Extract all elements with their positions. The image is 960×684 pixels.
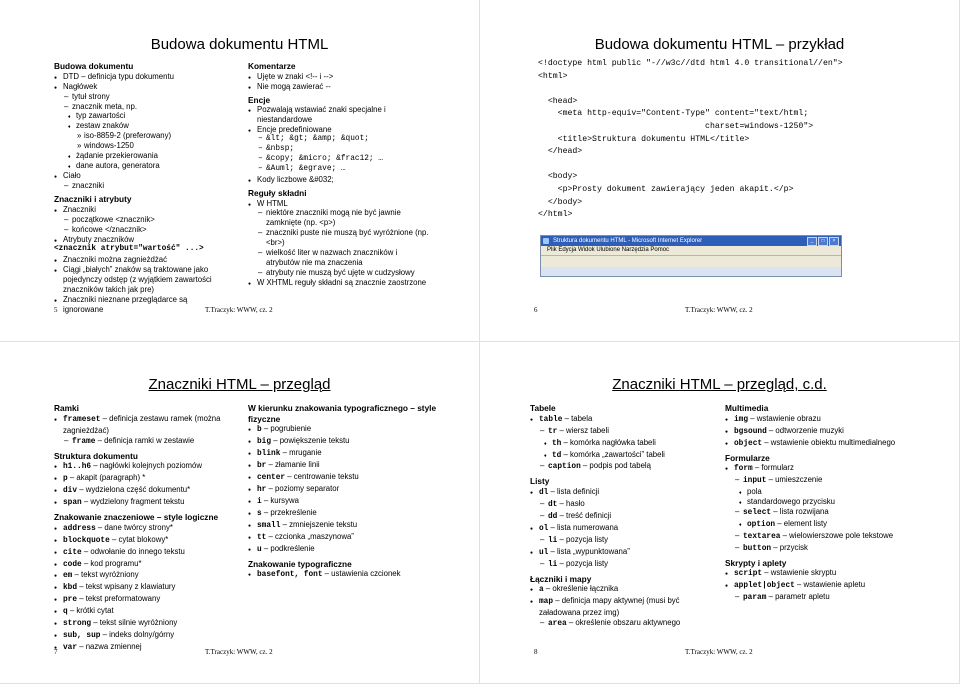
tag-name: cite — [63, 548, 82, 557]
list-item: – znacznik meta, np. — [54, 102, 229, 112]
list-item: ● pre – tekst preformatowany — [54, 594, 239, 606]
tag-name: ul — [539, 548, 549, 557]
code-line: <html> — [538, 71, 568, 81]
close-icon[interactable]: × — [829, 237, 839, 246]
list-item: » iso-8859-2 (preferowany) — [54, 131, 229, 141]
tag-name: big — [257, 438, 272, 447]
tag-name: kbd — [63, 584, 78, 593]
browser-window — [540, 235, 842, 277]
footer-author: T.Traczyk: WWW, cz. 2 — [205, 648, 273, 656]
list-item: ● div – wydzielona część dokumentu* — [54, 485, 239, 497]
list-item: – frame – definicja ramki w zestawie — [54, 436, 239, 448]
tag-name: img — [734, 415, 749, 424]
slide-title: Znaczniki HTML – przegląd, c.d. — [612, 376, 827, 393]
list-item: ♦ pola — [725, 487, 925, 497]
tag-name: small — [257, 521, 281, 530]
list-item: – &nbsp; — [248, 145, 433, 155]
list-item: ● dl – lista definicji — [530, 487, 720, 499]
list-item: ● object – wstawienie obiektu multimedialnego — [725, 438, 925, 450]
tag-name: dd — [548, 513, 558, 521]
tag-name: button — [743, 544, 772, 553]
list-item: ● Znaczniki można zagnieżdżać — [54, 255, 229, 265]
list-item: ● Znaczniki — [54, 205, 229, 215]
code-line: </html> — [538, 210, 573, 220]
list-item: – dd – treść definicji — [530, 511, 720, 523]
slide-budowa-dokumentu — [0, 0, 480, 342]
list-item: ● a – określenie łącznika — [530, 584, 720, 596]
list-item: – niektóre znaczniki mogą nie być jawnie zamknięte (np. <p>) — [248, 208, 433, 228]
tag-name: textarea — [743, 532, 781, 541]
list-item: » windows-1250 — [54, 141, 229, 151]
tag-name: center — [257, 474, 286, 483]
tag-name: th — [552, 439, 562, 448]
tag-name: blockquote — [63, 536, 110, 545]
list-item: ● p – akapit (paragraph) * — [54, 473, 239, 485]
tag-name: pre — [63, 596, 78, 605]
list-item: ● i – kursywa — [248, 496, 443, 508]
code-line: </body> — [538, 197, 583, 207]
tag-name: param — [743, 594, 767, 603]
list-item: ● DTD – definicja typu dokumentu — [54, 72, 229, 82]
list-item: ● frameset – definicja zestawu ramek (można zagnieżdżać) — [54, 414, 239, 436]
internet-explorer-icon — [543, 238, 549, 244]
section-heading: Łączniki i mapy — [530, 573, 592, 584]
list-item: ● blockquote – cytat blokowy* — [54, 535, 239, 547]
tag-name: div — [63, 487, 78, 496]
section-heading: Znakowanie typograficzne — [248, 558, 352, 569]
list-item: ● basefont, font – ustawienia czcionek — [248, 569, 443, 581]
section-heading: Tabele — [530, 403, 556, 413]
slide-right-column — [725, 400, 925, 604]
list-item: ♦ th – komórka nagłówka tabeli — [530, 438, 720, 450]
tag-name: h1..h6 — [63, 463, 92, 472]
list-item: ● kbd – tekst wpisany z klawiatury — [54, 582, 239, 594]
section-heading: Struktura dokumentu — [54, 450, 138, 461]
section-heading: Znakowanie znaczeniowe – style logiczne — [54, 512, 219, 522]
tag-name: frameset — [63, 415, 101, 424]
tag-name: li — [548, 536, 558, 545]
code-line: </head> — [538, 147, 583, 157]
window-controls — [807, 237, 839, 246]
slide-left-column — [54, 400, 239, 654]
list-item: ● strong – tekst silnie wyróżniony — [54, 618, 239, 630]
footer-author: T.Traczyk: WWW, cz. 2 — [685, 648, 753, 656]
tag-name: q — [63, 608, 68, 617]
list-item: ♦ option – element listy — [725, 519, 925, 531]
list-item: ● code – kod programu* — [54, 559, 239, 571]
browser-menu-bar[interactable]: Plik Edycja Widok Ulubione Narzędzia Pomoc — [541, 246, 841, 256]
maximize-icon[interactable]: □ — [818, 237, 828, 246]
list-item: – wielkość liter w nazwach znaczników i atrybutów nie ma znaczenia — [248, 248, 433, 268]
list-item: ● W XHTML reguły składni są znacznie zaostrzone — [248, 278, 433, 288]
list-item: – atrybuty nie muszą być ujęte w cudzysłowy — [248, 268, 433, 278]
list-item: ● Znaczniki nieznane przeglądarce są ignorowane — [54, 295, 229, 315]
slide-left-column — [54, 58, 229, 315]
list-item: – button – przycisk — [725, 543, 925, 555]
tag-name: frame — [72, 437, 96, 446]
slide-right-column — [248, 400, 443, 581]
tag-name: s — [257, 510, 262, 518]
slide-przyklad — [480, 0, 960, 342]
tag-name: dl — [539, 489, 549, 498]
list-item: ● sub, sup – indeks dolny/górny — [54, 630, 239, 642]
list-item: ● Atrybuty znaczników — [54, 235, 229, 245]
section-heading: Budowa dokumentu — [54, 61, 134, 71]
slide-title: Budowa dokumentu HTML — [150, 36, 329, 53]
tag-name: area — [548, 620, 567, 629]
slide-znaczniki-przeglad — [0, 342, 480, 684]
section-heading: Reguły składni — [248, 187, 307, 198]
list-item: – tr – wiersz tabeli — [530, 426, 720, 438]
list-item: ● ul – lista „wypunktowana” — [530, 547, 720, 559]
code-sample — [538, 58, 938, 228]
list-item: ● map – definicja mapy aktywnej (musi być załadowana przez img) — [530, 596, 720, 618]
list-item: ● q – krótki cytat — [54, 606, 239, 618]
tag-name: code — [63, 560, 82, 569]
list-item: – input – umieszczenie — [725, 475, 925, 487]
list-item: ● img – wstawienie obrazu — [725, 414, 925, 426]
tag-name: span — [63, 499, 82, 508]
section-heading: Skrypty i aplety — [725, 557, 787, 568]
list-item: ● Ujęte w znaki <!-- i --> — [248, 72, 433, 82]
tag-name: input — [743, 477, 767, 486]
tag-name: option — [747, 520, 776, 529]
list-item: ● Nagłówek — [54, 82, 229, 92]
list-item: – li – pozycja listy — [530, 559, 720, 571]
tag-name: i — [257, 498, 262, 507]
tag-name: blink — [257, 450, 281, 459]
list-item: – końcowe </znacznik> — [54, 225, 229, 235]
list-item: ● Ciągi „białych” znaków są traktowane jako pojedynczy odstęp (z wyjątkiem zawartości znaczników takich jak pre) — [54, 265, 229, 295]
list-item: ● Nie mogą zawierać -- — [248, 82, 433, 92]
list-item: ♦ typ zawartości — [54, 111, 229, 121]
tag-name: dt — [548, 501, 558, 510]
footer-author: T.Traczyk: WWW, cz. 2 — [205, 306, 273, 314]
slide-title: Znaczniki HTML – przegląd — [148, 376, 331, 393]
list-item: ● b – pogrubienie — [248, 424, 443, 436]
list-item: – area – określenie obszaru aktywnego — [530, 618, 720, 630]
list-item: ● applet|object – wstawienie apletu — [725, 580, 925, 592]
list-item: ● cite – odwołanie do innego tekstu — [54, 547, 239, 559]
page-number: 5 — [54, 306, 58, 314]
tag-name: sub, sup — [63, 632, 101, 641]
code-line: <body> — [538, 172, 578, 182]
section-heading: Ramki — [54, 403, 79, 413]
code-line: <title>Struktura dokumentu HTML</title> — [538, 134, 750, 144]
list-item: – param – parametr apletu — [725, 592, 925, 604]
tag-name: form — [734, 465, 753, 474]
list-item: ● center – centrowanie tekstu — [248, 472, 443, 484]
list-item: ● Kody liczbowe &#032; — [248, 175, 433, 185]
list-item: ● em – tekst wyróżniony — [54, 570, 239, 582]
tag-name: caption — [548, 463, 581, 472]
tag-name: ol — [539, 524, 549, 533]
list-item: ● tt – czcionka „maszynowa” — [248, 532, 443, 544]
list-item: – &copy; &micro; &frac12; … — [248, 155, 433, 165]
code-line: <head> — [538, 96, 578, 106]
list-item: – &Auml; &egrave; … — [248, 165, 433, 175]
list-item: – dt – hasło — [530, 499, 720, 511]
page-number: 6 — [534, 306, 538, 314]
tag-name: object — [734, 439, 763, 448]
browser-title-bar — [541, 236, 841, 246]
code-line: <!doctype html public "-//w3c//dtd html 4.0 transitional//en"> — [538, 59, 843, 68]
list-item: ● form – formularz — [725, 463, 925, 475]
list-item: – select – lista rozwijana — [725, 507, 925, 519]
tag-name: p — [63, 475, 68, 484]
code-line: <p>Prosty dokument zawierający jeden akapit.</p> — [538, 185, 794, 194]
section-heading: Znaczniki i atrybuty — [54, 194, 132, 205]
tag-name: script — [734, 570, 763, 579]
list-item: – textarea – wielowierszowe pole tekstowe — [725, 531, 925, 543]
tag-name: li — [548, 560, 558, 569]
list-item: <znacznik atrybut="wartość" ...> — [54, 244, 204, 253]
slide-right-column — [248, 58, 433, 288]
slide-left-column — [530, 400, 720, 630]
list-item: ♦ dane autora, generatora — [54, 161, 229, 171]
tag-name: strong — [63, 620, 92, 629]
list-item: – znaczniki — [54, 181, 229, 191]
page-number: 7 — [54, 648, 58, 656]
tag-name: br — [257, 462, 267, 471]
list-item: – &lt; &gt; &amp; &quot; — [248, 135, 433, 145]
section-heading: Formularze — [725, 452, 770, 463]
list-item: ● Encje predefiniowane — [248, 125, 433, 135]
list-item: ● span – wydzielony fragment tekstu — [54, 497, 239, 509]
tag-name: bgsound — [734, 427, 767, 436]
list-item: – tytuł strony — [54, 92, 229, 102]
footer-author: T.Traczyk: WWW, cz. 2 — [685, 306, 753, 314]
slide-znaczniki-przeglad-cd — [480, 342, 960, 684]
section-heading: Listy — [530, 476, 550, 487]
minimize-icon[interactable]: _ — [807, 237, 817, 246]
tag-name: u — [257, 545, 262, 554]
tag-name: map — [539, 598, 554, 607]
list-item: ● h1..h6 – nagłówki kolejnych poziomów — [54, 461, 239, 473]
list-item: ♦ żądanie przekierowania — [54, 151, 229, 161]
section-heading: W kierunku znakowania typograficznego – style fizyczne — [248, 403, 437, 424]
tag-name: td — [552, 451, 562, 460]
tag-name: em — [63, 572, 73, 581]
list-item: ● bgsound – odtworzenie muzyki — [725, 426, 925, 438]
tag-name: tr — [548, 427, 558, 436]
tag-name: basefont, font — [257, 571, 323, 580]
section-heading: Komentarze — [248, 61, 296, 71]
list-item: ● ol – lista numerowana — [530, 523, 720, 535]
tag-name: a — [539, 586, 544, 595]
browser-toolbar — [541, 256, 841, 267]
tag-name: var — [63, 644, 78, 653]
list-item: ● address – dane twórcy strony* — [54, 523, 239, 535]
list-item: ● br – złamanie linii — [248, 460, 443, 472]
list-item: ● hr – poziomy separator — [248, 484, 443, 496]
list-item: ● table – tabela — [530, 414, 720, 426]
tag-name: tt — [257, 533, 267, 542]
tag-name: applet|object — [734, 582, 795, 591]
code-line: charset=windows-1250"> — [538, 122, 814, 131]
list-item: ● blink – mruganie — [248, 448, 443, 460]
page-number: 8 — [534, 648, 538, 656]
tag-name: hr — [257, 486, 267, 495]
section-heading: Multimedia — [725, 403, 769, 413]
list-item: ● Ciało — [54, 171, 229, 181]
list-item: ● Pozwalają wstawiać znaki specjalne i niestandardowe — [248, 105, 433, 125]
list-item: ♦ standardowego przycisku — [725, 497, 925, 507]
code-line: <meta http-equiv="Content-Type" content="text/html; — [538, 109, 809, 119]
tag-name: address — [63, 524, 96, 533]
tag-name: b — [257, 426, 262, 435]
list-item: ● W HTML — [248, 199, 433, 209]
list-item: ● s – przekreślenie — [248, 508, 443, 520]
browser-title: Struktura dokumentu HTML - Microsoft Internet Explorer — [553, 238, 703, 244]
list-item: ● u – podkreślenie — [248, 544, 443, 556]
tag-name: table — [539, 415, 563, 424]
section-heading: Encje — [248, 94, 271, 105]
list-item: ♦ td – komórka „zawartości” tabeli — [530, 450, 720, 462]
list-item: – początkowe <znacznik> — [54, 215, 229, 225]
list-item: ● big – powiększenie tekstu — [248, 436, 443, 448]
list-item: ● var – nazwa zmiennej — [54, 642, 239, 654]
list-item: ● small – zmniejszenie tekstu — [248, 520, 443, 532]
list-item: – li – pozycja listy — [530, 535, 720, 547]
list-item: ● script – wstawienie skryptu — [725, 568, 925, 580]
slide-title: Budowa dokumentu HTML – przykład — [594, 36, 845, 53]
list-item: – caption – podpis pod tabelą — [530, 461, 720, 473]
tag-name: select — [743, 509, 772, 517]
list-item: – znaczniki puste nie muszą być wyróżnione (np. <br>) — [248, 228, 433, 248]
list-item: ♦ zestaw znaków — [54, 121, 229, 131]
